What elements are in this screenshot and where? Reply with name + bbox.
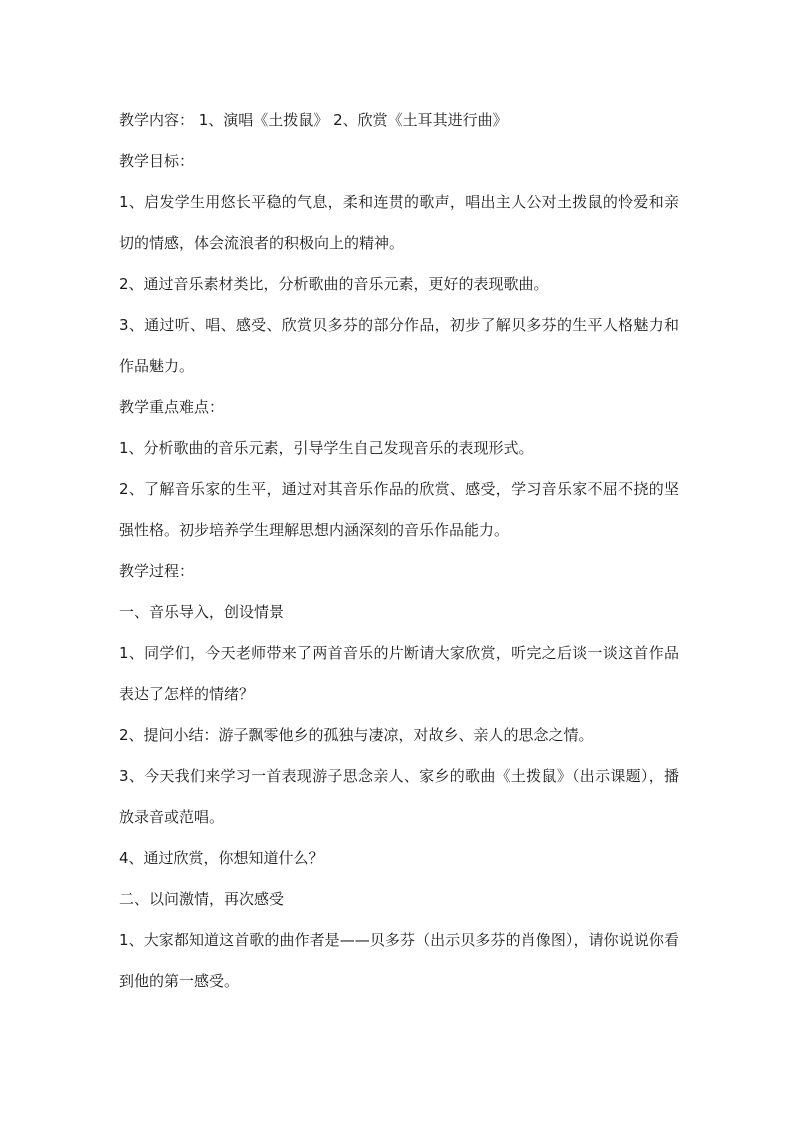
goal-item-3: 3、通过听、唱、感受、欣赏贝多芬的部分作品，初步了解贝多芬的生平人格魅力和作品魅力。 <box>119 316 679 375</box>
section-1-item-2: 2、提问小结：游子飘零他乡的孤独与凄凉，对故乡、亲人的思念之情。 <box>119 726 594 744</box>
section-2-item-1: 1、大家都知道这首歌的曲作者是——贝多芬（出示贝多芬的肖像图），请你说说你看到他的第一感受。 <box>119 931 679 990</box>
key-difficulties-heading: 教学重点难点： <box>119 398 225 416</box>
teaching-process-heading: 教学过程： <box>119 562 195 580</box>
teaching-goals-heading: 教学目标： <box>119 152 195 170</box>
section-1-item-4: 4、通过欣赏，你想知道什么？ <box>119 849 324 867</box>
goal-item-2: 2、通过音乐素材类比，分析歌曲的音乐元素，更好的表现歌曲。 <box>119 275 549 293</box>
section-1-heading: 一、音乐导入，创设情景 <box>119 603 285 621</box>
teaching-content-line: 教学内容： 1、演唱《土拨鼠》 2、欣赏《土耳其进行曲》 <box>119 111 508 129</box>
section-2-heading: 二、以问激情，再次感受 <box>119 890 285 908</box>
difficulty-item-2: 2、了解音乐家的生平，通过对其音乐作品的欣赏、感受，学习音乐家不屈不挠的坚强性格。初步培养学生理解思想内涵深刻的音乐作品能力。 <box>119 480 679 539</box>
goal-item-1: 1、启发学生用悠长平稳的气息，柔和连贯的歌声，唱出主人公对土拨鼠的怜爱和亲切的情感，体会流浪者的积极向上的精神。 <box>119 193 679 252</box>
difficulty-item-1: 1、分析歌曲的音乐元素，引导学生自己发现音乐的表现形式。 <box>119 439 534 457</box>
document-body <box>119 100 679 1002</box>
section-1-item-1: 1、同学们，今天老师带来了两首音乐的片断请大家欣赏，听完之后谈一谈这首作品表达了怎样的情绪？ <box>119 644 679 703</box>
section-1-item-3: 3、今天我们来学习一首表现游子思念亲人、家乡的歌曲《土拨鼠》（出示课题），播放录音或范唱。 <box>119 767 679 826</box>
